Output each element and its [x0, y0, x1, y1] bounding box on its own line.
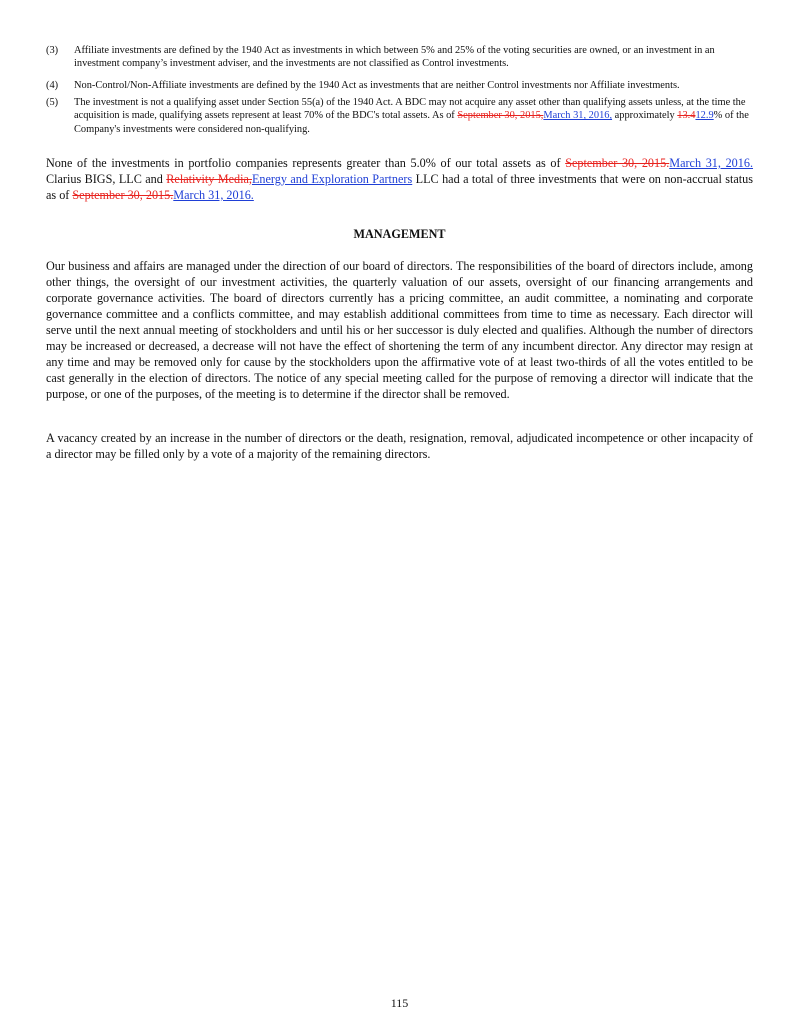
non-accrual-paragraph [46, 155, 753, 203]
inserted-text: March 31, 2016, [543, 110, 613, 122]
page-number: 115 [390, 996, 409, 1010]
paragraph-text: LLC had a total of three investments that were on non-accrual status as of [46, 172, 754, 202]
inserted-text: March 31, 2016. [173, 188, 254, 202]
deleted-text: September 30, 2015. [565, 156, 670, 170]
footnote-number: (4) [46, 80, 59, 91]
footnote-text: Affiliate investments are defined by the 1940 Act as investments in which between 5% and 25% of the voting securities are owned, or an investment in an investment company’s investment adviser, and the investments are not classified as Control investments. [74, 45, 715, 70]
inserted-text: Energy and Exploration Partners [251, 172, 413, 186]
paragraph-text: None of the investments in portfolio companies represents greater than 5.0% of our total assets as of [46, 156, 566, 170]
deleted-text: 13.4 [677, 110, 696, 122]
footnote-text: Non-Control/Non-Affiliate investments are defined by the 1940 Act as investments that are neither Control investments nor Affiliate investments. [74, 80, 680, 91]
vacancy-paragraph: A vacancy created by an increase in the number of directors or the death, resignation, removal, adjudicated incompetence or other incapacity of a director may be filled only by a vote of a majority of the remaining directors. [46, 431, 753, 461]
deleted-text: Relativity Media, [166, 172, 252, 186]
footnote-text [74, 96, 756, 136]
footnote-text-part: The investment is not a qualifying asset under Section 55(a) of the 1940 Act. A BDC may not acquire any asset other than qualifying assets unless, at the time the acquisition is made, qualifying assets represent at least 70% of the BDC's total assets. As of [74, 97, 746, 122]
footnote-number: (3) [46, 45, 59, 56]
footnote-text-part: approximately [612, 110, 678, 122]
inserted-text: 12.9 [695, 110, 714, 122]
section-heading: MANAGEMENT [353, 227, 446, 241]
footnote-number: (5) [46, 97, 59, 108]
footnote-text-part: % of the Company's investments were considered non-qualifying. [74, 110, 749, 135]
deleted-text: September 30, 2015. [72, 188, 174, 202]
paragraph-text: Clarius BIGS, LLC and [46, 172, 167, 186]
inserted-text: March 31, 2016. [669, 156, 753, 170]
management-paragraph: Our business and affairs are managed under the direction of our board of directors. The responsibilities of the board of directors include, among other things, the oversight of our investment activities, the quarterly valuation of our assets, oversight of our financing arrangements and corporate governance activities. The board of directors currently has a pricing committee, an audit committee, a nominating and corporate governance committee and a conflicts committee, and may establish additional committees from time to time as necessary. Each director will serve until the next annual meeting of stockholders and until his or her successor is duly elected and qualifies. Although the number of directors may be increased or decreased, a decrease will not have the effect of shortening the term of any incumbent director. Any director may resign at any time and may be removed only for cause by the stockholders upon the affirmative vote of at least two-thirds of all the votes entitled to be cast generally in the election of directors. The notice of any special meeting called for the purpose of removing a director will indicate that the purpose, or one of the purposes, of the meeting is to determine if the director shall be removed. [46, 259, 753, 401]
deleted-text: September 30, 2015, [457, 110, 544, 122]
